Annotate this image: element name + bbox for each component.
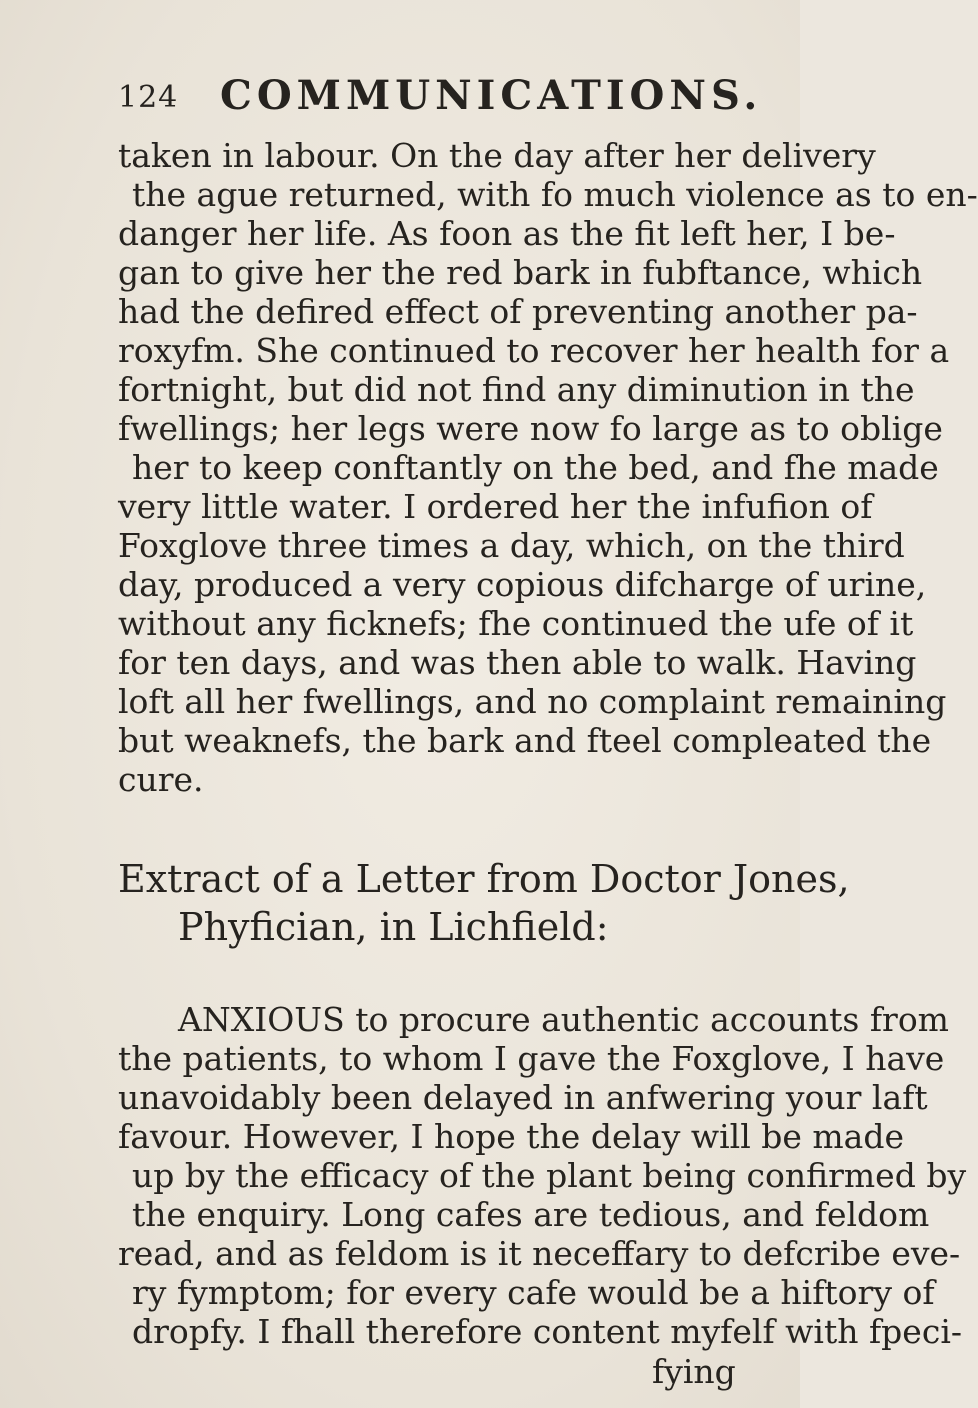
text-line: the ague returned, with fo much violence as to en- — [132, 175, 978, 214]
text-line: had the defired effect of preventing another pa- — [118, 292, 918, 331]
text-line: unavoidably been delayed in anfwering your laft — [118, 1078, 928, 1117]
text-line: Foxglove three times a day, which, on the third — [118, 526, 905, 565]
text-line: day, produced a very copious difcharge of urine, — [118, 565, 927, 604]
text-line: read, and as feldom is it neceffary to defcribe eve- — [118, 1234, 961, 1273]
text-line: favour. However, I hope the delay will be made — [118, 1117, 905, 1156]
page-number: 124 — [118, 80, 179, 115]
text-line: her to keep conftantly on the bed, and fhe made — [132, 448, 939, 487]
text-line: cure. — [118, 760, 204, 799]
text-line: dropfy. I fhall therefore content myfelf with fpeci- — [132, 1312, 963, 1351]
text-line: roxyfm. She continued to recover her health for a — [118, 331, 950, 370]
text-line: up by the efficacy of the plant being confirmed by — [132, 1156, 967, 1195]
text-line: ry fymptom; for every cafe would be a hiftory of — [132, 1273, 935, 1312]
text-line: fortnight, but did not find any diminution in the — [118, 370, 915, 409]
section-title-line-2: Phyfician, in Lichfield: — [178, 905, 609, 949]
text-line: taken in labour. On the day after her delivery — [118, 136, 876, 175]
section-title-line-1: Extract of a Letter from Doctor Jones, — [118, 857, 850, 901]
page-header — [118, 66, 763, 126]
text-line: the enquiry. Long cafes are tedious, and feldom — [132, 1195, 930, 1234]
text-line: ANXIOUS to procure authentic accounts from — [178, 1000, 949, 1039]
catchword: fying — [652, 1352, 736, 1391]
text-line: gan to give her the red bark in fubftance, which — [118, 253, 923, 292]
running-head: COMMUNICATIONS. — [220, 72, 763, 119]
text-line: fwellings; her legs were now fo large as to oblige — [118, 409, 943, 448]
text-line: without any ficknefs; fhe continued the ufe of it — [118, 604, 914, 643]
text-line: danger her life. As foon as the fit left her, I be- — [118, 214, 896, 253]
text-line: but weaknefs, the bark and fteel compleated the — [118, 721, 932, 760]
text-line: for ten days, and was then able to walk. Having — [118, 643, 917, 682]
text-line: very little water. I ordered her the infufion of — [118, 487, 873, 526]
text-line: the patients, to whom I gave the Foxglove, I have — [118, 1039, 945, 1078]
text-line: loft all her fwellings, and no complaint remaining — [118, 682, 947, 721]
